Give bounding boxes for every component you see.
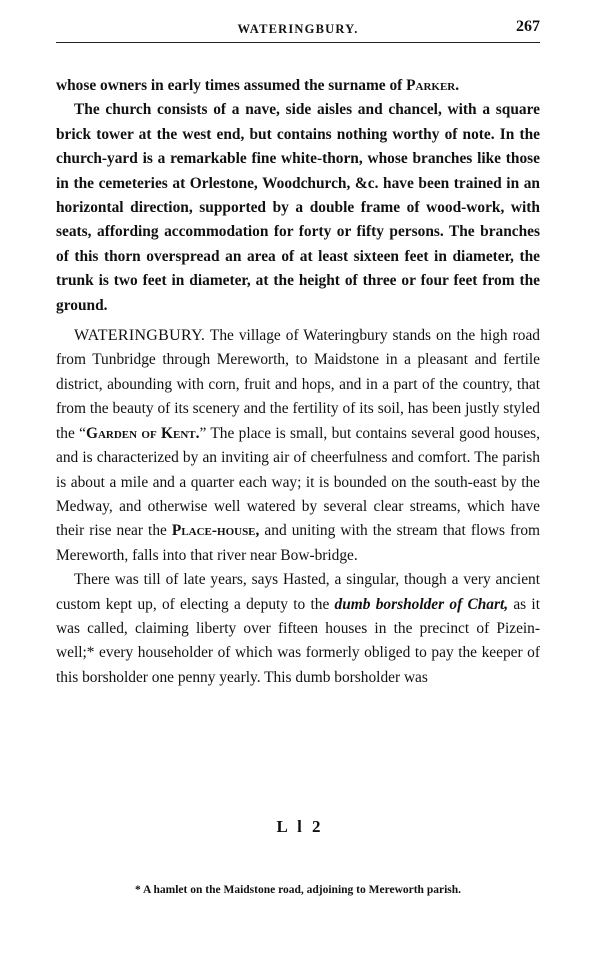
body-text xyxy=(56,74,540,690)
paragraph-church: The church consists of a nave, side aisles and chancel, with a square brick tower at the west end, but contains nothing worthy of note. In the church-yard is a remarkable fine white-thorn, whose branches like those in the cemeteries at Orlestone, Woodchurch, &c. have been trained in an horizontal direction, supported by a double frame of wood-work, with seats, affording accommodation for forty or fifty persons. The branches of this thorn overspread an area of at least sixteen feet in diameter, the trunk is two feet in diameter, at the height of three or four feet from the ground. xyxy=(56,101,540,314)
paragraph-text: whose owners in early times assumed the surname of xyxy=(56,77,407,94)
page-header xyxy=(56,20,540,43)
paragraph-wateringbury xyxy=(56,324,540,568)
running-head: WATERINGBURY. xyxy=(237,22,359,36)
section-heading: WATERINGBURY. xyxy=(74,327,206,345)
paragraph-borsholder xyxy=(56,568,540,690)
page-number: 267 xyxy=(516,18,540,35)
small-caps-place: Place-house, xyxy=(171,522,260,540)
footnote: * A hamlet on the Maidstone road, adjoining to Mereworth parish. xyxy=(134,884,462,896)
paragraph-text: The village of Wateringbury stands on the high road from Tunbridge through Mereworth, to Maidstone in a pleasant and fertile district, abounding with corn, fruit and hops, and in a part of the country, that from the beauty of its scenery and the fertility of its soil, has been justly styled the “ xyxy=(56,327,540,442)
paragraph-text: There was till of late years, says Hasted, a singular, though a very ancient custom kept up, of electing a deputy to the xyxy=(56,571,540,613)
signature-mark: L l 2 xyxy=(276,817,324,836)
paragraph-continuation xyxy=(56,74,540,98)
italic-phrase: dumb borsholder of Chart, xyxy=(334,595,509,613)
small-caps-name: Parker. xyxy=(406,77,460,94)
paragraph-text: and uniting with the stream that flows from Mereworth, falls into that river near Bow-bridge. xyxy=(56,522,540,564)
paragraph-text: ” The place is small, but contains several good houses, and is characterized by an inviting air of cheerfulness and comfort. The parish is about a mile and a quarter each way; it is bounded on the south-east by the Medway, and otherwise well watered by several clear streams, which have their rise near the xyxy=(56,424,541,540)
small-caps-phrase: Garden of Kent. xyxy=(85,424,200,442)
paragraph-text: as it was called, claiming liberty over fifteen houses in the precinct of Pizein-well;* every householder of which was formerly obliged to pay the keeper of this borsholder one penny yearly. This dumb borsholder was xyxy=(56,595,540,686)
